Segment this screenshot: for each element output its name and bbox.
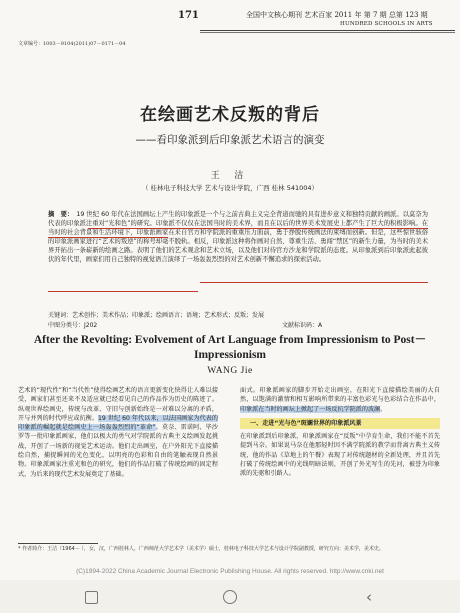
classification-number: 中图分类号：J202 — [48, 322, 98, 329]
recent-apps-icon — [85, 591, 98, 604]
red-underline-annotation — [88, 228, 428, 229]
header-rule — [200, 30, 455, 31]
english-title: After the Revolting: Evolvement of Art Language from Impressionism to Post－Impressionism — [33, 334, 427, 361]
section-heading: 一、走进“光与色”斑斓世界的印象派风景 — [240, 418, 440, 429]
recent-apps-button[interactable] — [80, 586, 102, 608]
body-column-right — [240, 386, 440, 479]
back-icon: ‹ — [366, 588, 372, 606]
back-button[interactable] — [358, 586, 380, 608]
copyright-notice: (C)1994-2022 China Academic Journal Electronic Publishing House. All rights reserved. http://www.cnki.net — [76, 568, 384, 575]
author-name: 王 洁 — [210, 171, 250, 181]
abstract-label: 摘 要： — [48, 211, 74, 218]
body-column-left — [18, 386, 218, 479]
document-code: 文献标识码：A — [282, 322, 323, 329]
author-affiliation: （ 桂林电子科技大学 艺术与设计学院，广西 桂林 541004） — [141, 184, 319, 192]
paragraph-text: 艺术的“现代性”和“当代性”使得绘画艺术的语言更新变化快得让人难以接受，画家们甚至还来不及适应就已经看见自己的作品作为历史的陈迹了。纵观世界绘画史，传统与改革、守旧与创新始终是一对难以分离的矛盾，开与并列的时代呼应或抗衡。 — [18, 387, 218, 422]
page-number: 171 — [178, 10, 199, 21]
author-footnote: * 作者简介：王洁（1964－ ），女，汉，广西桂林人，广西师范大学艺术学（美术学）硕士，桂林电子科技大学艺术与设计学院副教授，研究方向：美术学，美术史。 — [18, 546, 384, 552]
android-nav-bar — [0, 580, 460, 613]
footnote-rule — [18, 543, 98, 544]
home-button[interactable] — [219, 586, 241, 608]
home-icon — [223, 590, 237, 604]
highlighted-text: 印象派在当时的画坛上掀起了一场反抗学院派的波澜 — [240, 405, 381, 413]
highlighted-text: 19 世纪 60 年代以来，以法国画家为代表的印象派的崛起就是绘画史上一场轰轰烈烈的“革命” — [18, 414, 218, 432]
keywords: 关键词：艺术创作；美术作品；印象派；绘画语言；语境；艺术形式；反叛；发展 — [48, 312, 265, 319]
paragraph-text: 面式。印象派画家的脚步开始走出画室，在阳光下直接描绘美丽的大自然，以饱满的激情和相互影响所带来的丰富色彩光与色彩结合在作品中， — [240, 387, 440, 404]
journal-header: 全国中文核心期刊 艺术百家 2011 年 第 7 期 总第 123 期 — [246, 11, 428, 19]
article-title: 在绘画艺术反叛的背后 — [140, 105, 320, 125]
paragraph-text: 。 — [380, 405, 387, 413]
paragraph-text: 。莫奈、雷诺阿、毕沙罗等一批印象派画家，他们以极大的勇气对学院派的古典主义绘画发起挑战，开创了一场新的视觉艺术运动。他们走出画室，在户外阳光下直接描绘自然，捕捉瞬间的光色变化，以明亮的色彩和自由的笔触表现自然景物。印象派画家注重光和色的研究，他们的作品打破了传统绘画的固定程式，为后来的现代艺术发展奠定了基础。 — [18, 424, 218, 478]
journal-header-en: HUNDRED SCHOOLS IN ARTS — [340, 21, 433, 27]
red-underline-annotation — [200, 282, 428, 283]
red-underline-annotation — [48, 237, 168, 238]
header-rule-thin — [200, 32, 455, 33]
article-subtitle: ——看印象派到后印象派艺术语言的演变 — [135, 134, 325, 146]
paragraph-text: 在印象派到后印象派，印象派画家在“反叛”中孕育生命，我们不能不首先提到马奈。如果说马奈在他那轻时因不满学院派的教学而背离古典主义传统，他的作品《草地上的午餐》表现了对传统题材的全新处理，并且首先打破了传统绘画中的光线明暗法则，开创了外光写生的先河，被誉为印象派的先驱和引路人。 — [240, 433, 440, 478]
article-number: 文章编号：1003－9104(2011)07－0171－04 — [18, 41, 126, 47]
english-author: WANG Jie — [207, 366, 253, 376]
abstract-text: 19 世纪 60 年代在法国画坛上产生的印象派是一个与之前古典主义完全背道而驰的具有进步意义和独特贡献的画派。以莫奈为代表的印象派注重对“光和色”的研究。印象派不仅仅在法国当时的美术界，而且在以后的世界美术发展史上都产生了巨大的积极影响。在当时的社会背景和生活环境下，印象派画家在来自官方和学院派的重重压力面前，勇于挣脱传统画法的束缚而创新。但是，这些惊世骇俗的印象派画家进行“艺术的叛逆”的称号却毫不脱轨。相反，印象派这种将作画对自然、尊重生活、勇闯“禁区”的新生力量，为当时的美术界开拓出一条崭新的绘画之路。表明了他们的艺术观念和艺术立场，以及他们对待官方沙龙和学院派的态度。从印象派到后印象派此起彼伏的年代里，画家们用自己独特的视觉语言演绎了一场轰轰烈烈的对艺术创新不懈追求的探索活动。 — [48, 211, 429, 263]
red-underline-annotation — [48, 291, 198, 292]
